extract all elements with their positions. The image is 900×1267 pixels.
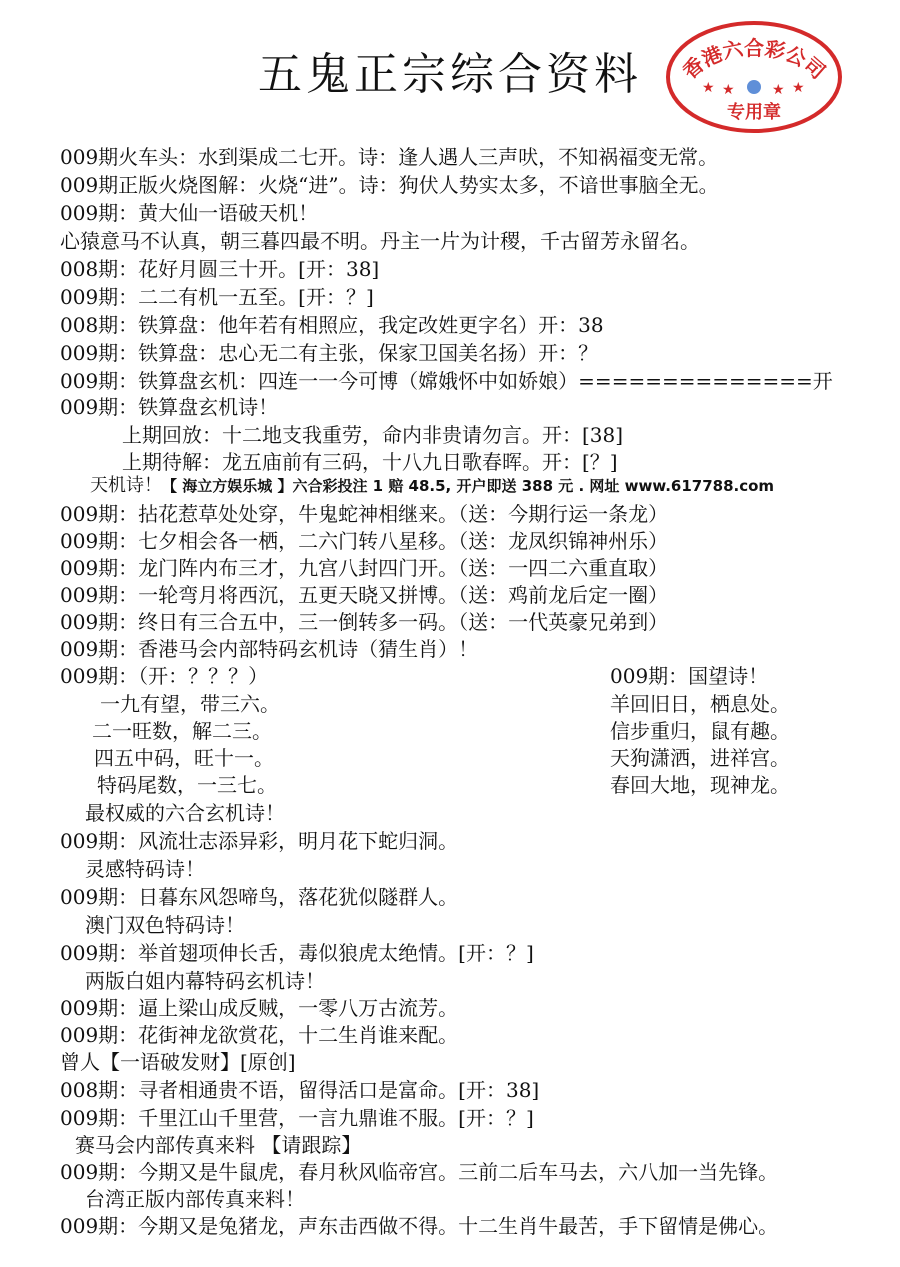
section-heading: 最权威的六合玄机诗！ (85, 801, 285, 825)
svg-text:★: ★ (702, 80, 715, 96)
text-line: 009期火车头：水到渠成二七开。诗：逢人遇人三声吠，不知祸福变无常。 (60, 145, 719, 169)
text-line: 009期：日暮东风怨啼鸟，落花犹似隧群人。 (60, 885, 459, 909)
text-line: 008期：花好月圆三十开。[开：38] (60, 257, 380, 281)
text-line: 009期：黄大仙一语破天机！ (60, 201, 319, 225)
poem-line: 一九有望，带三六。 (100, 692, 280, 716)
text-line: 008期：寻者相通贵不语，留得活口是富命。[开：38] (60, 1078, 540, 1102)
text-line: 009期：今期又是牛鼠虎，春月秋风临帝宫。三前二后车马去，六八加一当先锋。 (60, 1160, 779, 1184)
seal-top-text: 香港六合彩公司 (677, 35, 831, 84)
text-line: 009期：（开：？？？） (60, 664, 269, 688)
ad-text: 【 海立方娱乐城 】六合彩投注 1 赔 48.5, 开户即送 388 元 . 网址 www.617788.com (162, 477, 775, 495)
text-line: 曾人【一语破发财】[原创] (60, 1050, 296, 1074)
section-heading: 两版白姐内幕特码玄机诗！ (85, 969, 325, 993)
svg-text:★: ★ (792, 80, 805, 96)
text-line: 009期：千里江山千里营，一言九鼎谁不服。[开：？] (60, 1106, 534, 1130)
advertisement-line (90, 474, 774, 498)
seal-stars (702, 80, 805, 98)
text-line: 009期：拈花惹草处处穿，牛鬼蛇神相继来。（送：今期行运一条龙） (60, 502, 669, 526)
poem-line: 四五中码，旺十一。 (94, 746, 274, 770)
poem-line: 特码尾数，一三七。 (97, 773, 277, 797)
company-seal (664, 20, 844, 135)
text-line: 009期：今期又是兔猪龙，声东击西做不得。十二生肖牛最苦，手下留情是佛心。 (60, 1214, 779, 1238)
section-heading: 澳门双色特码诗！ (85, 913, 245, 937)
text-line: 009期：风流壮志添异彩，明月花下蛇归洞。 (60, 829, 459, 853)
poem-line: 天狗潇洒，进祥宫。 (610, 746, 790, 770)
text-line: 009期：铁算盘：忠心无二有主张，保家卫国美名扬）开：？ (60, 341, 599, 365)
text-line: 009期：举首翅项伸长舌，毒似狼虎太绝情。[开：？] (60, 941, 534, 965)
text-line: 009期：香港马会内部特码玄机诗（猜生肖）！ (60, 637, 479, 661)
ad-lead: 天机诗！ (90, 475, 162, 496)
poem-line: 信步重归，鼠有趣。 (610, 719, 790, 743)
section-heading: 灵感特码诗！ (85, 857, 205, 881)
section-heading: 台湾正版内部传真来料！ (85, 1187, 305, 1211)
svg-text:香港六合彩公司 (678, 36, 830, 84)
poem-line: 春回大地，现神龙。 (610, 773, 790, 797)
poem-line: 二一旺数，解二三。 (92, 719, 272, 743)
text-line: 009期：逼上梁山成反贼，一零八万古流芳。 (60, 996, 459, 1020)
page-title: 五鬼正宗综合资料 (258, 49, 642, 100)
text-line: 009期：二二有机一五至。[开：？] (60, 285, 374, 309)
poem-heading: 009期：国望诗！ (610, 664, 769, 688)
seal-bottom-text: 专用章 (727, 102, 781, 123)
text-line: 009期：龙门阵内布三才，九宫八封四门开。（送：一四二六重直取） (60, 556, 669, 580)
flower-icon (747, 80, 761, 94)
text-line: 上期回放：十二地支我重劳，命内非贵请勿言。开：[38] (122, 423, 624, 447)
text-line: 上期待解：龙五庙前有三码，十八九日歌春晖。开：[？] (122, 450, 618, 474)
svg-text:★: ★ (722, 82, 735, 98)
section-heading: 赛马会内部传真来料 【请跟踪】 (75, 1133, 362, 1157)
poem-line: 羊回旧日，栖息处。 (610, 692, 790, 716)
svg-text:★: ★ (772, 82, 785, 98)
text-line: 009期：终日有三合五中，三一倒转多一码。（送：一代英豪兄弟到） (60, 610, 669, 634)
text-line: 009期：铁算盘玄机诗！ (60, 395, 279, 419)
text-line: 009期：一轮弯月将西沉，五更天晓又拼博。（送：鸡前龙后定一圈） (60, 583, 669, 607)
text-line: 008期：铁算盘：他年若有相照应，我定改姓更字名）开：38 (60, 313, 604, 337)
text-line: 009期：七夕相会各一栖，二六门转八星移。（送：龙凤织锦神州乐） (60, 529, 669, 553)
text-line: 009期：花街神龙欲赏花，十二生肖谁来配。 (60, 1023, 459, 1047)
text-line: 009期：铁算盘玄机：四连一一今可博（嫦娥怀中如娇娘）==============开 (60, 369, 833, 393)
text-line: 009期正版火烧图解：火烧“进”。诗：狗伏人势实太多，不谙世事脑全无。 (60, 173, 719, 197)
text-line: 心猿意马不认真，朝三暮四最不明。丹主一片为计稷，千古留芳永留名。 (60, 229, 700, 253)
